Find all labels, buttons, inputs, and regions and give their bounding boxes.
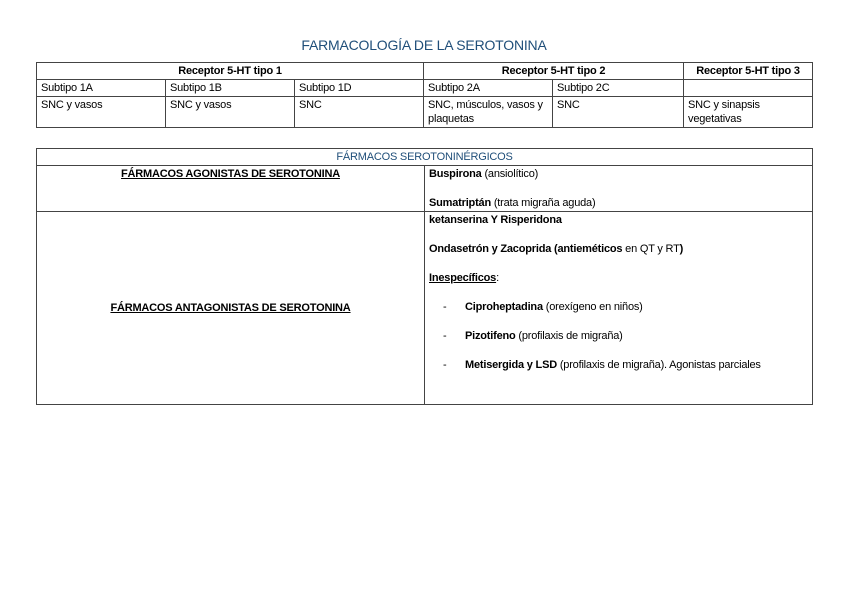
list-item <box>429 358 808 372</box>
list-item <box>429 242 808 256</box>
subtype-cell: Subtipo 2A <box>424 80 553 97</box>
antagonists-label: FÁRMACOS ANTAGONISTAS DE SEROTONINA <box>37 212 425 405</box>
receptor-table <box>36 62 813 128</box>
location-cell: SNC, músculos, vasos y plaquetas <box>424 97 553 128</box>
subtype-cell: Subtipo 1D <box>295 80 424 97</box>
drugs-table-header: FÁRMACOS SEROTONINÉRGICOS <box>37 149 813 166</box>
bullet-dash: - <box>443 359 447 371</box>
drug-note: (orexígeno en niños) <box>542 301 643 313</box>
agonists-list <box>425 166 813 212</box>
table-row <box>37 166 813 212</box>
subtype-cell: Subtipo 2C <box>553 80 684 97</box>
location-cell: SNC <box>295 97 424 128</box>
drugs-table <box>36 148 813 405</box>
location-cell: SNC y sinapsis vegetativas <box>684 97 813 128</box>
bullet-dash: - <box>443 301 447 313</box>
drug-name-close: ) <box>679 243 684 255</box>
drug-note: en QT y RT <box>622 243 680 255</box>
nonspecific-label: Inespecíficos <box>429 272 497 284</box>
receptor-header-type2: Receptor 5-HT tipo 2 <box>424 63 684 80</box>
drug-name: Metisergida y LSD <box>465 359 557 371</box>
drug-name: Ciproheptadina <box>465 301 543 313</box>
receptor-header-type3: Receptor 5-HT tipo 3 <box>684 63 813 80</box>
drug-note: (profilaxis de migraña) <box>515 330 623 342</box>
drug-name: Sumatriptán <box>429 197 491 209</box>
receptor-header-type1: Receptor 5-HT tipo 1 <box>37 63 424 80</box>
drug-name: Buspirona <box>429 168 482 180</box>
table-row <box>37 212 813 405</box>
nonspecific-colon: : <box>496 272 499 284</box>
list-item <box>429 271 808 285</box>
drug-name: Ondasetrón y Zacoprida (antieméticos <box>429 243 623 255</box>
bullet-dash: - <box>443 330 447 342</box>
drug-note: (trata migraña aguda) <box>490 197 596 209</box>
list-item <box>429 300 808 314</box>
agonists-label: FÁRMACOS AGONISTAS DE SEROTONINA <box>37 166 425 212</box>
list-item <box>429 329 808 343</box>
subtype-cell <box>684 80 813 97</box>
table-row <box>37 63 813 80</box>
location-cell: SNC y vasos <box>37 97 166 128</box>
list-item <box>429 167 808 181</box>
table-row <box>37 149 813 166</box>
page-title: FARMACOLOGÍA DE LA SEROTONINA <box>301 37 547 53</box>
location-cell: SNC <box>553 97 684 128</box>
drug-name: ketanserina Y Risperidona <box>429 214 562 226</box>
table-row <box>37 97 813 128</box>
antagonists-list <box>425 212 813 405</box>
drug-note: (profilaxis de migraña). Agonistas parciales <box>556 359 761 371</box>
table-row <box>37 80 813 97</box>
subtype-cell: Subtipo 1B <box>166 80 295 97</box>
list-item <box>429 213 808 227</box>
drug-note: (ansiolítico) <box>481 168 539 180</box>
list-item <box>429 196 808 210</box>
drug-name: Pizotifeno <box>465 330 516 342</box>
subtype-cell: Subtipo 1A <box>37 80 166 97</box>
location-cell: SNC y vasos <box>166 97 295 128</box>
